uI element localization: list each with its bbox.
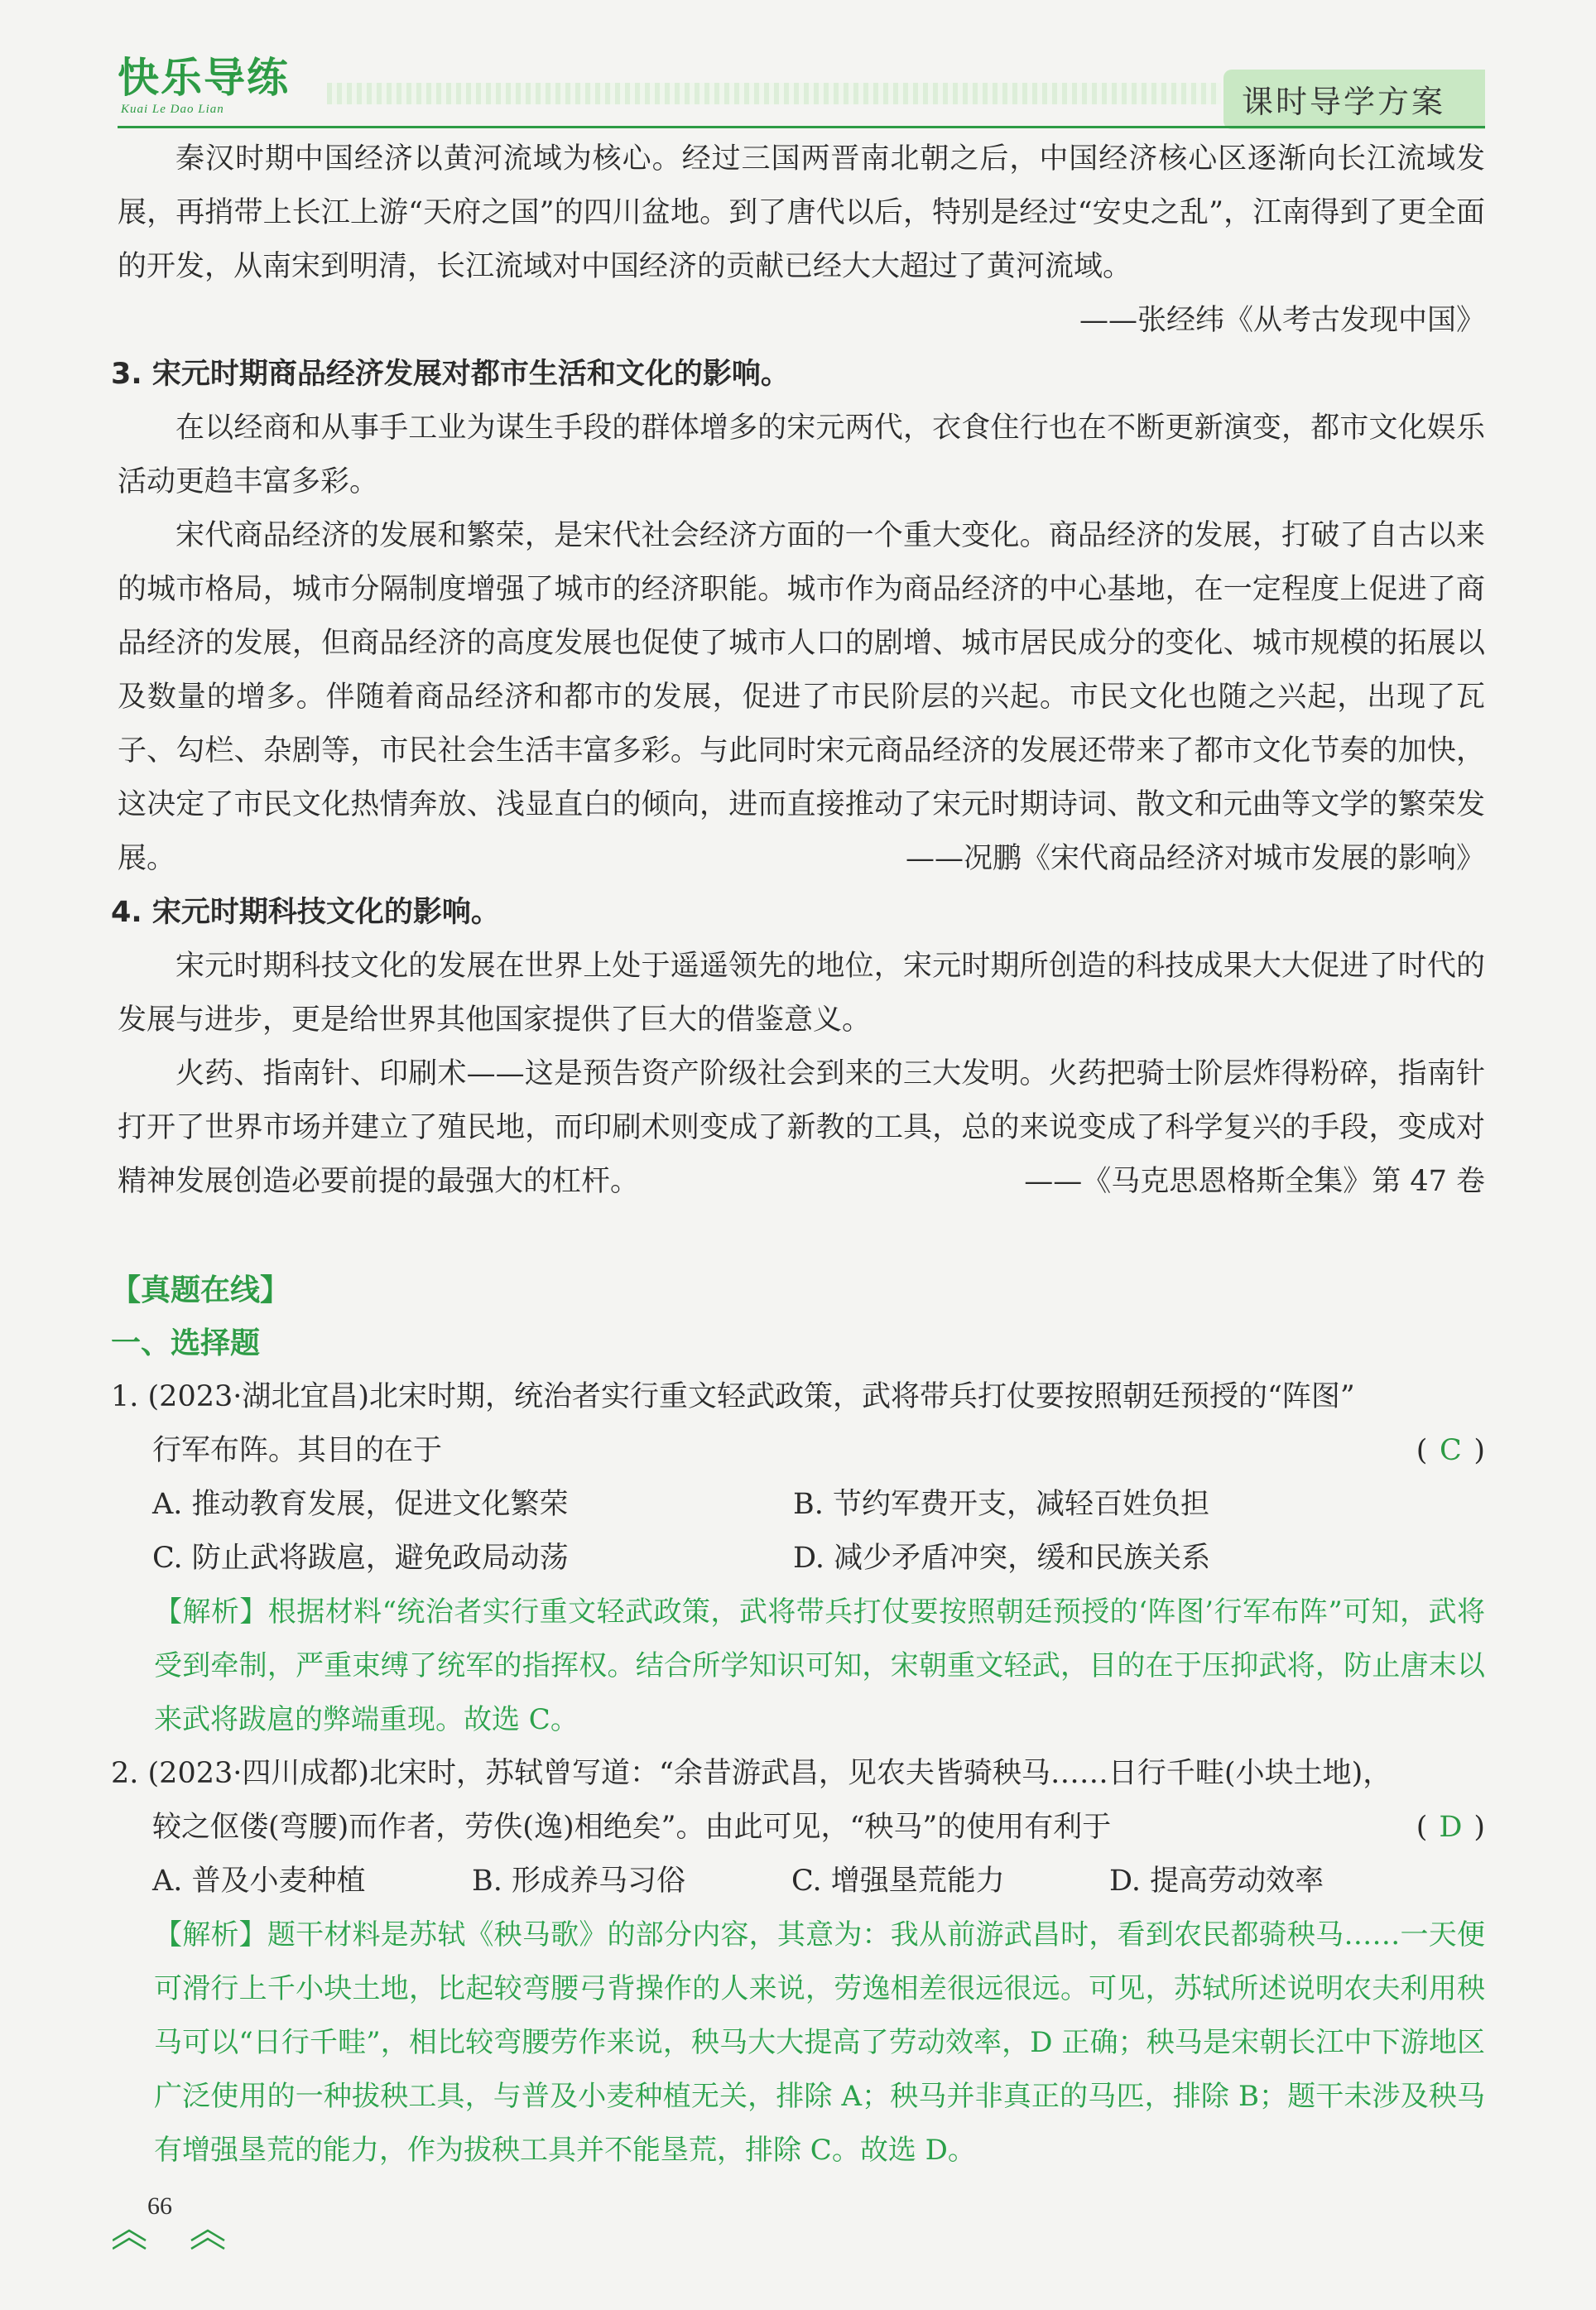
question-2-analysis: 【解析】题干材料是苏轼《秧马歌》的部分内容，其意为：我从前游武昌时，看到农民都骑秧马……一天便可滑行上千小块土地，比起较弯腰弓背操作的人来说，劳逸相差很远很远。可见，苏轼所述说明农夫利用秧马可以“日行千畦”，相比较弯腰劳作来说，秧马大大提高了劳动效率，D 正确；秧马是宋朝长江中下游地区广泛使用的一种拔秧工具，与普及小麦种植无关，排除 A；秧马并非真正的马匹，排除 B；题干未涉及秧马有增强垦荒的能力，作为拔秧工具并不能垦荒，排除 C。故选 D。	[154, 1918, 1485, 2167]
section3-heading: 3. 宋元时期商品经济发展对都市生活和文化的影响。	[111, 358, 790, 391]
page-decoration-icon	[113, 2222, 228, 2255]
question-2-option-d: D. 提高劳动效率	[1109, 1865, 1324, 1898]
header-rule	[118, 126, 1485, 128]
section3-paragraph-2-text: 宋代商品经济的发展和繁荣，是宋代社会经济方面的一个重大变化。商品经济的发展，打破了自古以来的城市格局，城市分隔制度增强了城市的经济职能。城市作为商品经济的中心基地，在一定程度上促进了商品经济的发展，但商品经济的高度发展也促使了城市人口的剧增、城市居民成分的变化、城市规模的拓展以及数量的增多。伴随着商品经济和都市的发展，促进了市民阶层的兴起。市民文化也随之兴起，出现了瓦子、勾栏、杂剧等，市民社会生活丰富多彩。与此同时宋元商品经济的发展还带来了都市文化节奏的加快，这决定了市民文化热情奔放、浅显直白的倾向，进而直接推动了宋元时期诗词、散文和元曲等文学的繁荣发展。	[118, 519, 1485, 875]
question-1-analysis: 【解析】根据材料“统治者实行重文轻武政策，武将带兵打仗要按照朝廷预授的‘阵图’行军布阵”可知，武将受到牵制，严重束缚了统军的指挥权。结合所学知识可知，宋朝重文轻武，目的在于压抑武将，防止唐末以来武将跋扈的弊端重现。故选 C。	[154, 1595, 1485, 1736]
question-2	[111, 1747, 1485, 1855]
question-1	[111, 1370, 1485, 1478]
header-decoration-band	[327, 83, 1221, 104]
brand-logo	[118, 45, 316, 121]
section3-paragraph-1: 在以经商和从事手工业为谋生手段的群体增多的宋元两代，衣食住行也在不断更新演变，都市文化娱乐活动更趋丰富多彩。	[118, 411, 1485, 498]
paren-open: (	[1416, 1434, 1428, 1467]
section3-paragraph-2	[118, 509, 1485, 886]
brand-title	[118, 45, 290, 104]
section4-paragraph-1: 宋元时期科技文化的发展在世界上处于遥遥领先的地位，宋元时期所创造的科技成果大大促进了时代的发展与进步，更是给世界其他国家提供了巨大的借鉴意义。	[118, 950, 1485, 1037]
section4-paragraph-2-text: 火药、指南针、印刷术——这是预告资产阶级社会到来的三大发明。火药把骑士阶层炸得粉碎，指南针打开了世界市场并建立了殖民地，而印刷术则变成了新教的工具，总的来说变成了科学复兴的手段，变成对精神发展创造必要前提的最强大的杠杆。	[118, 1057, 1485, 1198]
question-2-line-1: 2. (2023·四川成都)北宋时，苏轼曾写道：“余昔游武昌，见农夫皆骑秧马……日行千畦(小块土地)，	[111, 1757, 1392, 1790]
intro-paragraph: 秦汉时期中国经济以黄河流域为核心。经过三国两晋南北朝之后，中国经济核心区逐渐向长江流域发展，再捎带上长江上游“天府之国”的四川盆地。到了唐代以后，特别是经过“安史之乱”，江南得到了更全面的开发，从南宋到明清，长江流域对中国经济的贡献已经大大超过了黄河流域。	[118, 142, 1485, 283]
question-1-answer-letter: C	[1439, 1434, 1462, 1467]
paren-open: (	[1416, 1811, 1428, 1844]
section-label	[1223, 70, 1485, 129]
section-label-text: 课时导学方案	[1242, 84, 1446, 120]
section4-source: ——《马克思恩格斯全集》第 47 卷	[1012, 1155, 1485, 1209]
question-2-option-a: A. 普及小麦种植	[152, 1865, 366, 1898]
question-2-option-b: B. 形成养马习俗	[472, 1865, 685, 1898]
question-1-answer	[1416, 1424, 1485, 1478]
section4-heading: 4. 宋元时期科技文化的影响。	[111, 896, 500, 929]
question-1-option-a: A. 推动教育发展，促进文化繁荣	[152, 1488, 569, 1521]
question-2-line-2: 较之伛偻(弯腰)而作者，劳佚(逸)相绝矣”。由此可见，“秧马”的使用有利于	[152, 1811, 1112, 1844]
paren-close: )	[1473, 1811, 1485, 1844]
section3-source: ——况鹏《宋代商品经济对城市发展的影响》	[894, 832, 1485, 886]
question-2-option-c: C. 增强垦荒能力	[791, 1865, 1005, 1898]
question-1-option-c: C. 防止武将跋扈，避免政局动荡	[152, 1542, 569, 1575]
intro-source: ——张经纬《从考古发现中国》	[1079, 304, 1485, 337]
brand-pinyin: Kuai Le Dao Lian	[121, 103, 224, 116]
brand-text: 快乐导练	[118, 54, 290, 102]
question-1-line-1: 1. (2023·湖北宜昌)北宋时期，统治者实行重文轻武政策，武将带兵打仗要按照朝廷预授的“阵图”	[111, 1380, 1355, 1413]
question-1-option-b: B. 节约军费开支，减轻百姓负担	[793, 1488, 1209, 1521]
page-number: 66	[147, 2192, 172, 2220]
question-1-option-d: D. 减少矛盾冲突，缓和民族关系	[793, 1542, 1211, 1575]
paren-close: )	[1473, 1434, 1485, 1467]
exam-tag: 【真题在线】	[111, 1273, 291, 1307]
exam-subheading: 一、选择题	[111, 1326, 261, 1360]
question-2-answer-letter: D	[1439, 1811, 1463, 1844]
question-2-answer	[1416, 1801, 1485, 1855]
question-1-line-2: 行军布阵。其目的在于	[152, 1434, 443, 1467]
